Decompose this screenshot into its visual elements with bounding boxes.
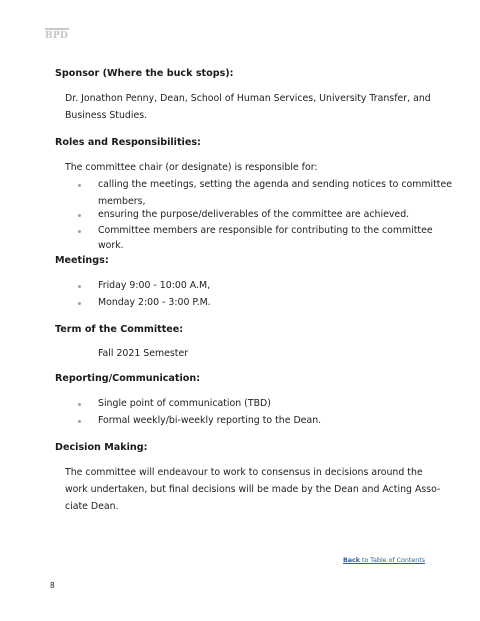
logo-bar [45, 28, 69, 30]
roles-intro: The committee chair (or designate) is responsible for: [65, 162, 318, 173]
reporting-heading: Reporting/Communication: [55, 373, 201, 384]
decision-text-line-2: work undertaken, but final decisions will be made by the Dean and Acting Asso- [65, 484, 441, 495]
bullet-icon [78, 285, 81, 288]
roles-item-1-line-1: calling the meetings, setting the agenda and sending notices to committee [98, 179, 452, 190]
roles-item-1-line-2: members, [98, 196, 146, 207]
reporting-item-1: Single point of communication (TBD) [98, 398, 271, 409]
sponsor-text-line-2: Business Studies. [65, 110, 148, 121]
bullet-icon [78, 403, 81, 406]
bullet-icon [78, 184, 81, 187]
reporting-item-2: Formal weekly/bi-weekly reporting to the Dean. [98, 415, 322, 426]
bullet-icon [78, 420, 81, 423]
back-to-toc-link[interactable] [343, 557, 425, 564]
bullet-icon [78, 214, 81, 217]
meetings-item-1: Friday 9:00 - 10:00 A.M, [98, 280, 211, 291]
sponsor-heading: Sponsor (Where the buck stops): [55, 68, 234, 79]
bullet-icon [78, 302, 81, 305]
decision-text-line-1: The committee will endeavour to work to consensus in decisions around the [65, 467, 423, 478]
logo-text: BPD [45, 31, 69, 41]
roles-item-2: ensuring the purpose/deliverables of the committee are achieved. [98, 209, 410, 220]
sponsor-text-line-1: Dr. Jonathon Penny, Dean, School of Human Services, University Transfer, and [65, 93, 431, 104]
roles-heading: Roles and Responsibilities: [55, 137, 201, 148]
roles-item-3-line-2: work. [98, 240, 124, 251]
page-number: 8 [50, 581, 55, 590]
term-heading: Term of the Committee: [55, 324, 184, 335]
toc-link-text[interactable]: to Table of Contents [359, 557, 425, 564]
meetings-item-2: Monday 2:00 - 3:00 P.M. [98, 297, 211, 308]
logo [45, 28, 69, 44]
back-link-text[interactable]: Back [343, 557, 360, 564]
decision-heading: Decision Making: [55, 442, 148, 453]
decision-text-line-3: ciate Dean. [65, 501, 119, 512]
term-value: Fall 2021 Semester [98, 348, 189, 359]
bullet-icon [78, 230, 81, 233]
meetings-heading: Meetings: [55, 255, 109, 266]
roles-item-3-line-1: Committee members are responsible for contributing to the committee [98, 225, 433, 236]
